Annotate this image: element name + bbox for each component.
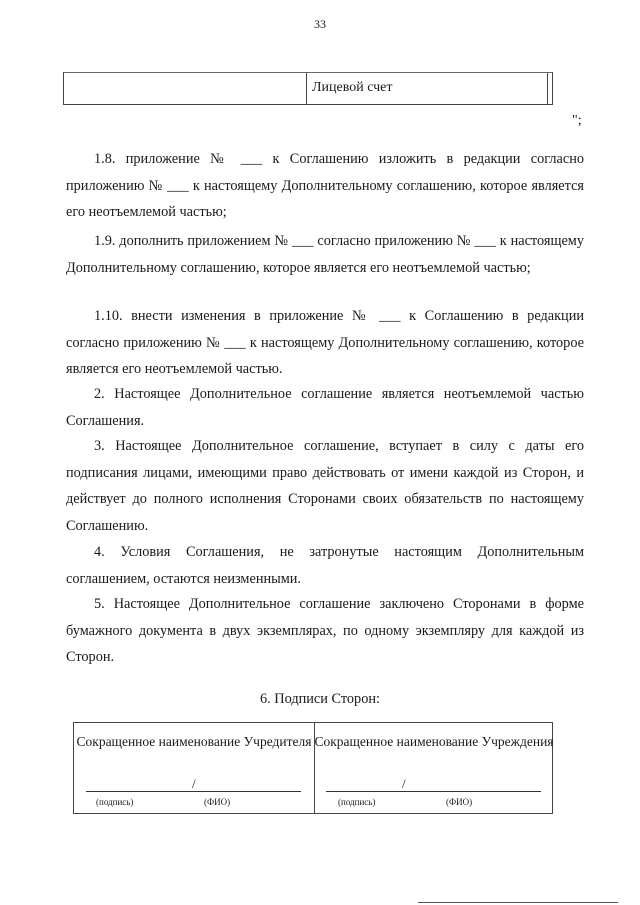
institution-slash: / <box>402 776 406 791</box>
founder-sign-caption: (подпись) <box>96 797 134 807</box>
footer-rule <box>418 902 618 903</box>
institution-title: Сокращенное наименование Учреждения <box>314 734 554 749</box>
signatures-heading: 6. Подписи Сторон: <box>260 691 380 707</box>
institution-sign-caption: (подпись) <box>338 797 376 807</box>
founder-name-caption: (ФИО) <box>204 797 231 807</box>
paragraph-4: 4. Условия Соглашения, не затронутые настоящим Дополнительным соглашением, остаются неизменными. <box>66 544 584 587</box>
institution-signature-line <box>326 791 541 792</box>
signature-institution <box>314 723 554 815</box>
paragraph-3: 3. Настоящее Дополнительное соглашение, вступает в силу с даты его подписания лицами, имеющими право действовать от имени каждой из Сторон, и действует до полного исполнения Сторонами своих обязательств по настоящему Соглашению. <box>66 438 584 534</box>
paragraph-1-10: 1.10. внести изменения в приложение № ___ к Соглашению в редакции согласно приложению № ___ к настоящему Дополнительному соглашению, которое является его неотъемлемой частью. <box>66 308 584 377</box>
account-table <box>63 72 553 105</box>
founder-signature-line <box>86 791 301 792</box>
paragraph-1-8: 1.8. приложение № ___ к Соглашению изложить в редакции согласно приложению № ___ к настоящему Дополнительному соглашению, которое является его неотъемлемой частью; <box>66 151 584 220</box>
table-column-divider <box>306 73 307 104</box>
account-label: Лицевой счет <box>312 80 393 95</box>
table-right-border <box>547 73 548 104</box>
paragraph-1-9: 1.9. дополнить приложением № ___ согласно приложению № ___ к настоящему Дополнительному соглашению, которое является его неотъемлемой частью; <box>66 233 584 276</box>
founder-title: Сокращенное наименование Учредителя <box>76 734 312 749</box>
closing-quote-mark: "; <box>572 113 582 128</box>
paragraph-5: 5. Настоящее Дополнительное соглашение заключено Сторонами в форме бумажного документа в двух экземплярах, по одному экземпляру для каждой из Сторон. <box>66 596 584 665</box>
founder-slash: / <box>192 776 196 791</box>
page-number: 33 <box>314 17 326 31</box>
paragraph-2: 2. Настоящее Дополнительное соглашение является неотъемлемой частью Соглашения. <box>66 386 584 429</box>
signature-founder <box>74 723 314 815</box>
institution-name-caption: (ФИО) <box>446 797 473 807</box>
signatures-table <box>73 722 553 814</box>
